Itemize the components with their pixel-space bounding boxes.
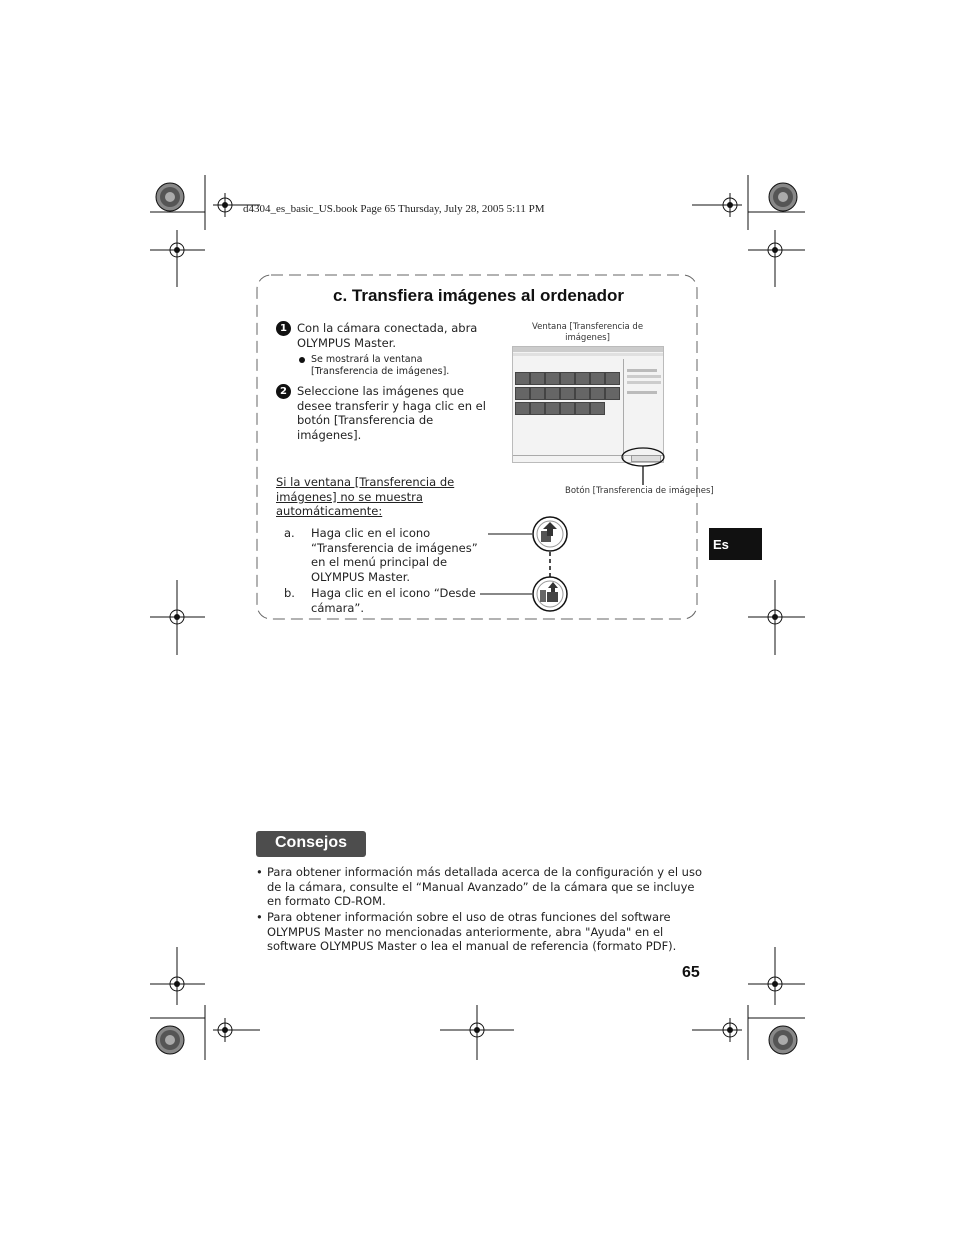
sub-step-b-label: b. (284, 586, 295, 600)
tips-heading (256, 831, 366, 857)
sub-step-a-label: a. (284, 526, 295, 540)
sub-step-b-text: Haga clic en el icono “Desde cámara”. (311, 586, 476, 615)
color-target-icon (769, 183, 797, 211)
step-number-2: 2 (276, 384, 291, 399)
step-2-text: Seleccione las imágenes que desee transferir y haga clic en el botón [Transferencia de imágenes]. (297, 384, 486, 442)
color-target-icon (156, 183, 184, 211)
window-caption: Ventana [Transferencia de imágenes] (531, 322, 644, 343)
button-caption: Botón [Transferencia de imágenes] (565, 486, 714, 496)
color-target-icon (156, 1026, 184, 1054)
language-tab-label: Es (713, 537, 729, 552)
note-text: Si la ventana [Transferencia de imágenes] no se muestra automáticamente: (276, 475, 455, 518)
step-1-text: Con la cámara conectada, abra OLYMPUS Master. (297, 321, 478, 350)
page-number: 65 (682, 964, 700, 981)
step-number-1: 1 (276, 321, 291, 336)
icon-callouts (480, 510, 590, 620)
file-header: d4304_es_basic_US.book Page 65 Thursday, July 28, 2005 5:11 PM (243, 203, 545, 215)
bullet-icon (299, 357, 305, 363)
tip-bullet-2: • (256, 910, 263, 924)
tip-bullet-1: • (256, 865, 263, 879)
tip-item-2: Para obtener información sobre el uso de otras funciones del software OLYMPUS Master no mencionadas anteriormente, abra "Ayuda" en el software OLYMPUS Master o lea el manual de referencia (formato PDF). (267, 910, 677, 953)
sub-step-a-text: Haga clic en el icono “Transferencia de imágenes” en el menú principal de OLYMPUS Master. (311, 526, 478, 584)
section-title: c. Transfiera imágenes al ordenador (333, 286, 625, 305)
transfer-images-icon (533, 517, 567, 551)
from-camera-icon (533, 577, 567, 611)
language-tab (709, 528, 762, 560)
tip-item-1: Para obtener información más detallada acerca de la configuración y el uso de la cámara, consulte el “Manual Avanzado” de la cámara que se incluye en formato CD-ROM. (267, 865, 703, 908)
color-target-icon (769, 1026, 797, 1054)
step-1-bullet: Se mostrará la ventana [Transferencia de imágenes]. (311, 354, 450, 377)
tips-heading-label: Consejos (275, 834, 348, 851)
